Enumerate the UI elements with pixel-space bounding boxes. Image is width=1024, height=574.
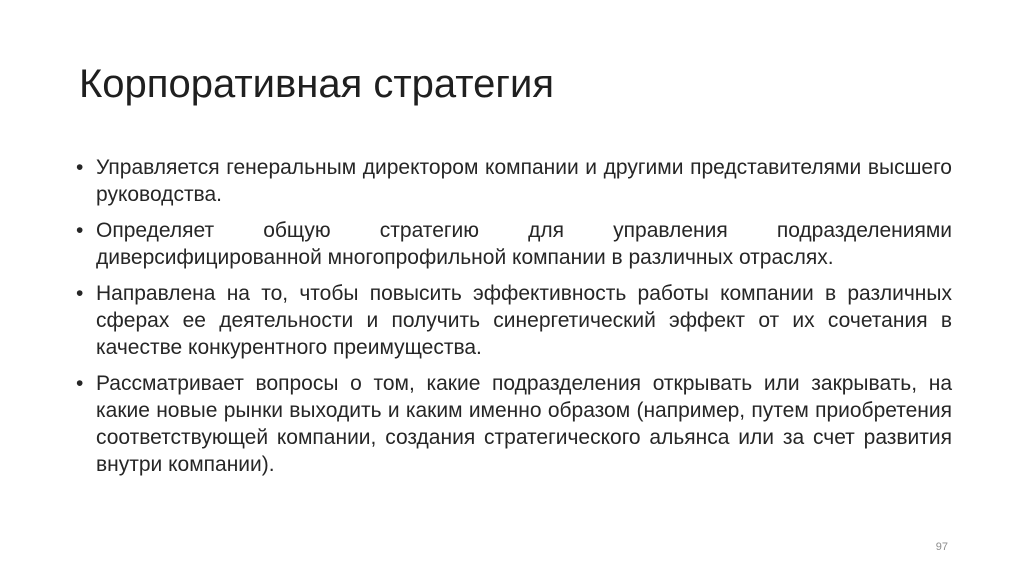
- slide-title: Корпоративная стратегия: [79, 62, 554, 106]
- bullet-dot-icon: •: [76, 372, 84, 395]
- bullet-item: [74, 370, 952, 478]
- page-number: 97: [935, 541, 948, 553]
- bullet-text: Управляется генеральным директором компании и другими представителями высшего руководства.: [96, 156, 952, 206]
- bullet-item: [74, 217, 952, 271]
- bullet-dot-icon: •: [76, 219, 84, 242]
- bullet-item: [74, 154, 952, 208]
- bullet-item: [74, 280, 952, 361]
- bullet-text: Направлена на то, чтобы повысить эффективность работы компании в различных сферах ее деятельности и получить синергетический эффект от их сочетания в качестве конкурентного преимущества.: [96, 282, 952, 359]
- bullet-text: Определяет общую стратегию для управления подразделениями диверсифицированной многопрофильной компании в различных отраслях.: [96, 219, 952, 269]
- bullet-list: [74, 154, 952, 487]
- bullet-dot-icon: •: [76, 156, 84, 179]
- bullet-dot-icon: •: [76, 282, 84, 305]
- bullet-text: Рассматривает вопросы о том, какие подразделения открывать или закрывать, на какие новые рынки выходить и каким именно образом (например, путем приобретения соответствующей компании, создания стратегического альянса или за счет развития внутри компании).: [96, 372, 952, 476]
